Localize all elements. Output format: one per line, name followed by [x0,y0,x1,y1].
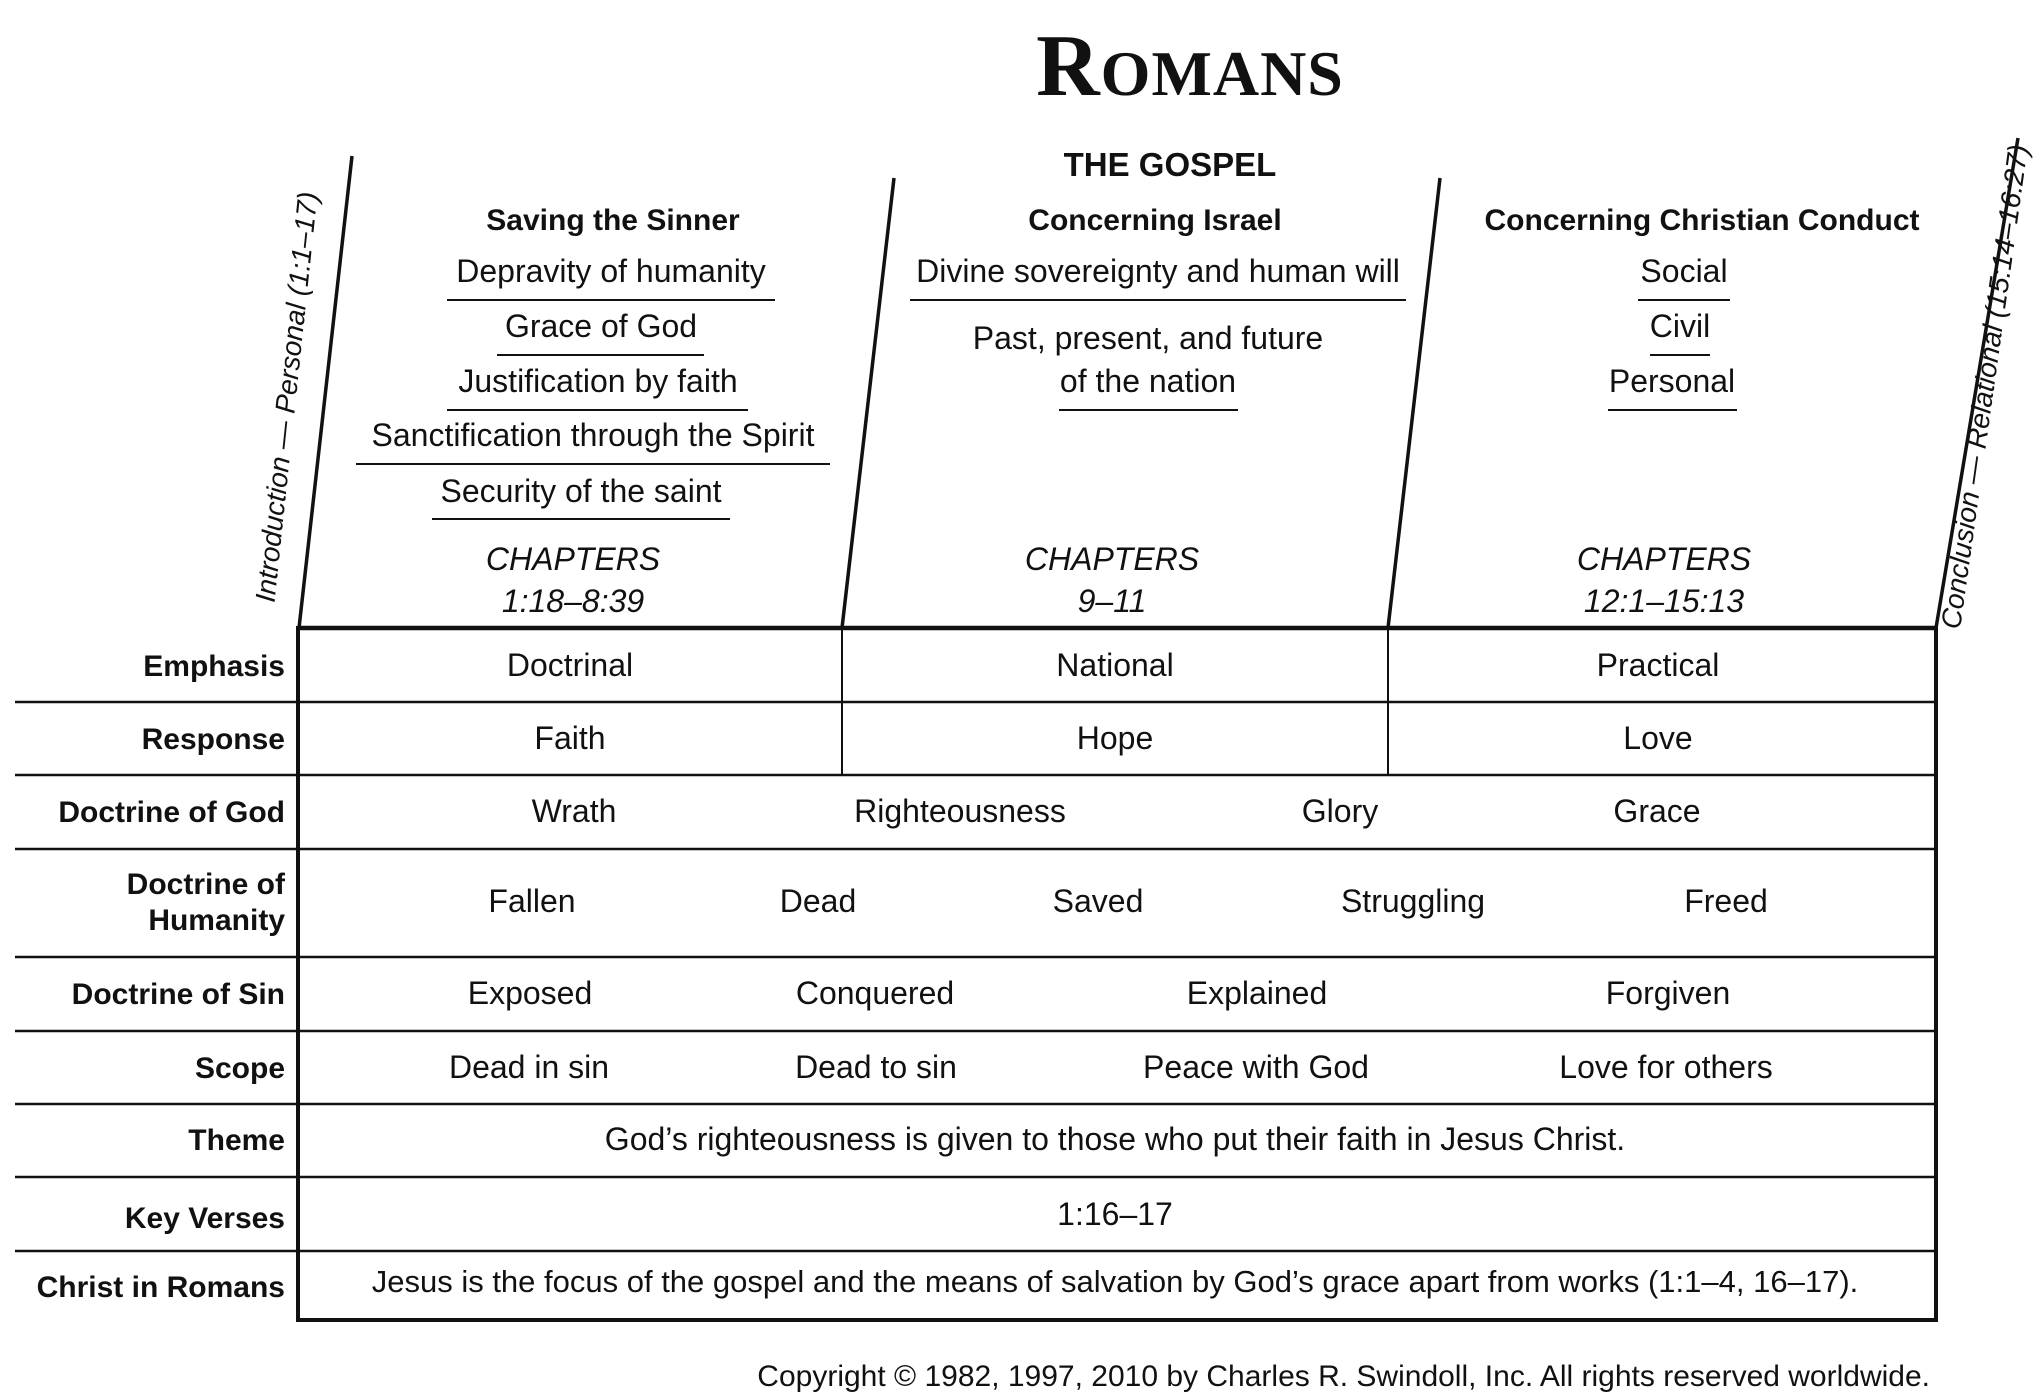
topic: Civil [1649,308,1711,344]
topic: Divine sovereignty and human will [916,253,1400,289]
left-side-label: Introduction — Personal (1:1–17) [249,190,324,604]
row-values [372,647,1859,1299]
divider-2 [1388,178,1440,628]
chapters-label: CHAPTERS [1024,541,1200,577]
cell: Righteousness [854,793,1066,829]
copyright: Copyright © 1982, 1997, 2010 by Charles R. Swindoll, Inc. All rights reserved worldwide. [757,1360,1930,1393]
topic: Depravity of humanity [456,253,766,289]
section-concerning-christian-conduct [1485,204,1920,619]
cell: Peace with God [1143,1049,1369,1085]
cell: Struggling [1340,883,1486,919]
topic: Social [1640,253,1728,289]
cell: Explained [1186,975,1328,1011]
section-heading: Concerning Christian Conduct [1484,204,1920,237]
row-label-key-verses: Key Verses [124,1202,285,1235]
divider-1 [842,178,894,628]
chapters-range: 1:18–8:39 [501,583,645,619]
chapters-range: 12:1–15:13 [1583,583,1745,619]
cell: Dead in sin [448,1049,610,1085]
row-label-doctrine-of-humanity-line2: Humanity [148,904,285,937]
cell: Love [1623,720,1693,756]
cell: Dead [779,883,857,919]
row-label-christ-in-romans: Christ in Romans [36,1271,285,1304]
cell: Faith [534,720,606,756]
chart-title: ROMANS [1036,18,1344,115]
chapters-label: CHAPTERS [485,541,661,577]
cell: Wrath [531,793,617,829]
right-side-label: Conclusion — Relational (15:14–16:27) [1935,142,2034,631]
cell: Love for others [1559,1049,1773,1085]
topic: Grace of God [504,308,698,344]
chapters-range: 9–11 [1077,583,1147,619]
cell: Forgiven [1605,975,1731,1011]
cell: National [1056,647,1174,683]
cell: Fallen [488,883,576,919]
row-label-doctrine-of-god: Doctrine of God [58,796,285,829]
cell: Freed [1684,883,1768,919]
topic: Personal [1608,363,1736,399]
cell: Exposed [467,975,593,1011]
cell-theme: God’s righteousness is given to those who put their faith in Jesus Christ. [604,1121,1626,1157]
cell: Saved [1052,883,1144,919]
chapters-label: CHAPTERS [1576,541,1752,577]
topic: of the nation [1059,363,1237,399]
section-header: THE GOSPEL [1063,146,1277,183]
cell-key-verses: 1:16–17 [1057,1196,1173,1232]
cell: Doctrinal [506,647,634,683]
cell: Practical [1596,647,1720,683]
cell: Hope [1076,720,1154,756]
row-label-theme: Theme [188,1124,285,1157]
section-heading: Saving the Sinner [486,204,740,237]
topic: Security of the saint [440,473,722,509]
section-concerning-israel [910,204,1406,619]
row-label-scope: Scope [194,1052,285,1085]
cell: Dead to sin [795,1049,957,1085]
row-label-doctrine-of-sin: Doctrine of Sin [71,978,285,1011]
topic: Sanctification through the Spirit [371,417,815,453]
section-heading: Concerning Israel [1028,204,1282,237]
row-label-doctrine-of-humanity: Doctrine of [126,868,285,901]
cell: Conquered [795,975,955,1011]
section-saving-the-sinner [356,204,830,619]
cell: Glory [1301,793,1379,829]
row-label-response: Response [141,723,285,756]
row-labels [37,650,286,1304]
cell-christ-in-romans: Jesus is the focus of the gospel and the means of salvation by God’s grace apart from works (1:1–4, 16–17). [371,1264,1859,1299]
row-label-emphasis: Emphasis [143,650,285,683]
topic: Past, present, and future [972,320,1324,356]
topic: Justification by faith [458,363,738,399]
cell: Grace [1613,793,1701,829]
